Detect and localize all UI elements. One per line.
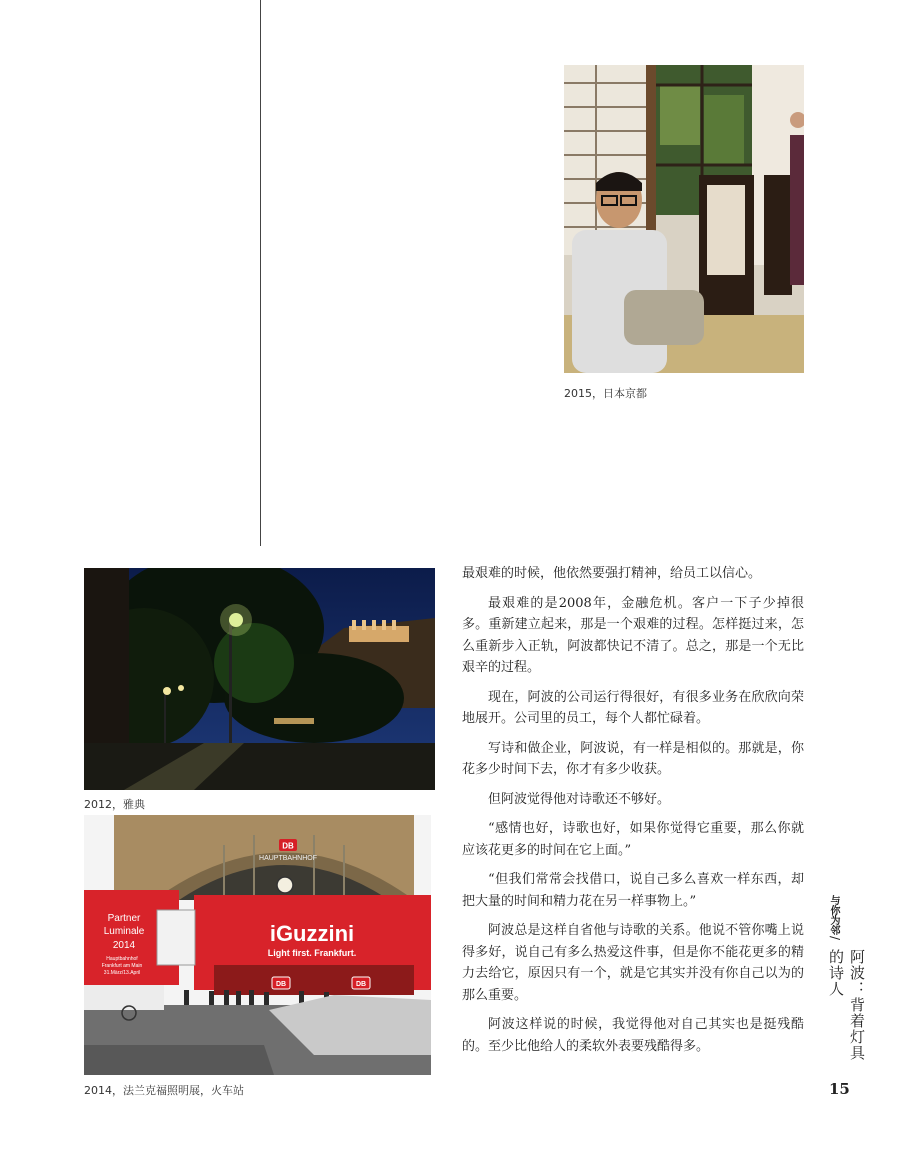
article-paragraph: 最艰难的时候，他依然要强打精神，给员工以信心。 <box>462 566 762 581</box>
photo-athens <box>84 568 435 790</box>
db-logo-left: DB <box>275 981 287 988</box>
db-logo-top-text: DB <box>282 841 294 851</box>
partner-small1: Hauptbahnhof <box>106 956 138 962</box>
article-paragraph: “但我们常常会找借口，说自己多么喜欢一样东西，却把大量的时间和精力花在另一样事物上。” <box>462 872 804 909</box>
photo-frankfurt <box>84 815 431 1075</box>
photo-athens-image <box>84 568 435 790</box>
article-paragraph: 阿波这样说的时候，我觉得他对自己其实也是挺残酷的。至少比他给人的柔软外表要残酷得多。 <box>462 1017 804 1054</box>
running-header-section: 与你为邻 <box>828 895 839 935</box>
partner-small2: Frankfurt am Main <box>101 963 143 969</box>
station-clock <box>277 877 293 893</box>
column-divider <box>260 0 261 546</box>
running-header-title: 阿波：背着灯具的诗人 <box>827 949 866 1061</box>
photo-caption-athens: 2012，雅典 <box>84 798 145 811</box>
page-number: 15 <box>829 1080 850 1098</box>
partner-small3: 31.März/13.April <box>103 970 141 976</box>
article-paragraph: 阿波总是这样自省他与诗歌的关系。他说不管你嘴上说得多好，说自己有多么热爱这件事，但是你不能花更多的精力去给它，原因只有一个，就是它其实并没有你自己以为的那么重要。 <box>462 923 804 1003</box>
photo-kyoto-image <box>564 65 804 373</box>
photo-caption-frankfurt: 2014，法兰克福照明展，火车站 <box>84 1084 244 1097</box>
banner-slogan: Light first. Frankfurt. <box>267 948 357 958</box>
photo-frankfurt-image <box>84 815 431 1075</box>
running-header <box>826 895 866 1075</box>
article-paragraph: 但阿波觉得他对诗歌还不够好。 <box>488 791 671 807</box>
article-paragraph: 最艰难的是2008年，金融危机。客户一下子少掉很多。重新建立起来，那是一个艰难的过程。怎样挺过来，怎么重新步入正轨，阿波都快记不清了。总之，那是一个无比艰辛的过程。 <box>462 595 804 675</box>
partner-year: 2014 <box>112 940 136 951</box>
running-header-slash: / <box>828 936 842 941</box>
db-logo-right: DB <box>355 981 367 988</box>
partner-line1: Partner <box>107 913 141 924</box>
article-body <box>462 563 804 1065</box>
article-paragraph: 写诗和做企业，阿波说，有一样是相似的。那就是，你花多少时间下去，你才有多少收获。 <box>462 740 804 777</box>
article-paragraph: “感情也好，诗歌也好，如果你觉得它重要，那么你就应该花更多的时间在它上面。” <box>462 821 804 858</box>
photo-kyoto <box>564 65 804 373</box>
photo-caption-kyoto: 2015，日本京都 <box>564 387 647 400</box>
banner-brand: iGuzzini <box>269 921 355 946</box>
station-sign: HAUPTBAHNHOF <box>259 855 317 862</box>
article-paragraph: 现在，阿波的公司运行得很好，有很多业务在欣欣向荣地展开。公司里的员工，每个人都忙碌着。 <box>462 689 804 726</box>
partner-line2: Luminale <box>103 926 145 937</box>
